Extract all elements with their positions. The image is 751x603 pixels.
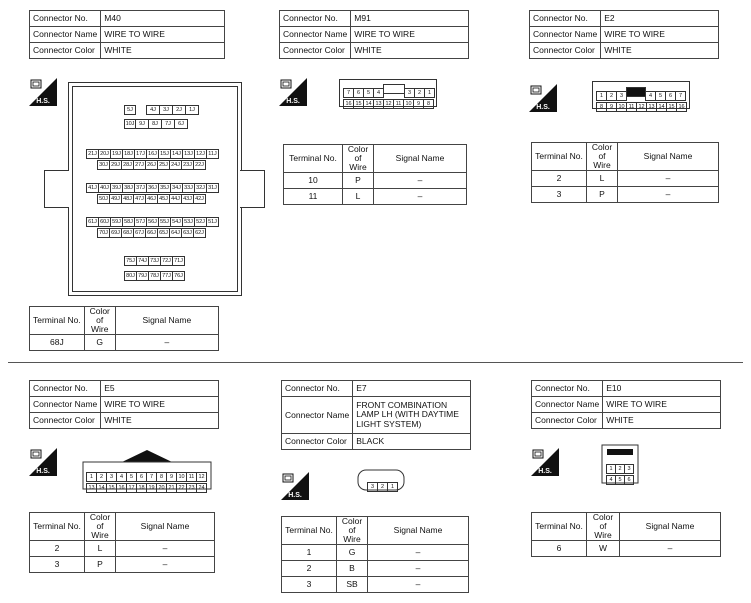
m40-pins-top1: 5J 4J 3J 2J 1J (124, 98, 198, 116)
e7-header-table: Connector No. E7 Connector Name FRONT COMBINATION LAMP LH (WITH DAYTIME LIGHT SYSTEM) Connector Color BLACK (281, 380, 471, 450)
e2-pins-row2: 8 9 10 11 12 13 14 15 16 (596, 95, 686, 113)
connector-color-value: WHITE (101, 43, 225, 59)
connector-name-value: WIRE TO WIRE (101, 27, 225, 43)
connector-name-label: Connector Name (30, 27, 101, 43)
svg-text:H.S.: H.S. (36, 468, 50, 475)
hs-icon (281, 472, 309, 500)
m91-terminal-table: Terminal No. Color of Wire Signal Name 10 P – 11 L – (283, 144, 467, 205)
m40-pins-bot2: 80J 79J 78J 77J 76J (124, 264, 184, 282)
section-divider (8, 362, 743, 363)
m40-pins-bot1: 75J 74J 73J 72J 71J (124, 249, 184, 267)
m40-row-a2: 30J 29J 28J 27J 26J 25J 24J 23J 22J (97, 153, 205, 171)
m40-row-c2: 70J 69J 68J 67J 66J 65J 64J 63J 62J (97, 221, 205, 239)
signal-name: – (115, 334, 218, 350)
e5-pins-row1: 1 2 3 4 5 6 7 8 9 10 11 12 (86, 465, 206, 483)
e5-pins-row2: 13 14 15 16 17 18 19 20 21 22 23 24 (86, 476, 206, 494)
e7-pins: 3 2 1 (367, 475, 397, 493)
m91-header-table: Connector No. M91 Connector Name WIRE TO WIRE Connector Color WHITE (279, 10, 469, 59)
svg-text:H.S.: H.S. (288, 492, 302, 499)
hs-icon (531, 448, 559, 476)
e2-header-table: Connector No. E2 Connector Name WIRE TO WIRE Connector Color WHITE (529, 10, 719, 59)
m40-row-b1: 41J 40J 39J 38J 37J 36J 35J 34J 33J 32J 31J (86, 176, 218, 194)
m40-header-table (29, 10, 225, 59)
terminal-no: 68J (30, 334, 85, 350)
connector-no-label: Connector No. (30, 11, 101, 27)
hs-icon (29, 448, 57, 476)
svg-text:H.S.: H.S. (36, 98, 50, 105)
connector-no-value: M40 (101, 11, 225, 27)
m40-terminal-table: Terminal No. Color of Wire Signal Name 68J G – (29, 306, 219, 351)
e10-header-table: Connector No. E10 Connector Name WIRE TO WIRE Connector Color WHITE (531, 380, 721, 429)
hs-icon (529, 84, 557, 112)
hs-icon (279, 78, 307, 106)
e7-terminal-table: Terminal No. Color of Wire Signal Name 1 G – 2 B – 3 SB – (281, 516, 469, 593)
e2-pins-row1: 1 2 3 4 5 6 7 (596, 84, 685, 102)
e10-pins-row2: 4 5 6 (606, 468, 633, 486)
m40-row-b2: 50J 49J 48J 47J 46J 45J 44J 43J 42J (97, 187, 205, 205)
e2-terminal-table: Terminal No. Color of Wire Signal Name 2 L – 3 P – (531, 142, 719, 203)
wire-color: G (84, 334, 115, 350)
m91-pins-row2: 16 15 14 13 12 11 10 9 8 (343, 92, 433, 110)
e5-header-table: Connector No. E5 Connector Name WIRE TO WIRE Connector Color WHITE (29, 380, 219, 429)
m40-row-c1: 61J 60J 59J 58J 57J 56J 55J 54J 53J 52J 51J (86, 210, 218, 228)
svg-text:H.S.: H.S. (286, 98, 300, 105)
hs-icon (29, 78, 57, 106)
connector-color-label: Connector Color (30, 43, 101, 59)
e5-terminal-table: Terminal No. Color of Wire Signal Name 2 L – 3 P – (29, 512, 215, 573)
m40-pins-top2: 10J 9J 8J 7J 6J (124, 112, 187, 130)
m40-row-a1: 21J 20J 19J 18J 17J 16J 15J 14J 13J 12J 11J (86, 142, 218, 160)
e10-pins-row1: 1 2 3 (606, 457, 633, 475)
m91-pins-row1: 7 6 5 4 3 2 1 (343, 81, 434, 99)
e10-terminal-table: Terminal No. Color of Wire Signal Name 6 W – (531, 512, 721, 557)
svg-text:H.S.: H.S. (536, 104, 550, 111)
svg-text:H.S.: H.S. (538, 468, 552, 475)
